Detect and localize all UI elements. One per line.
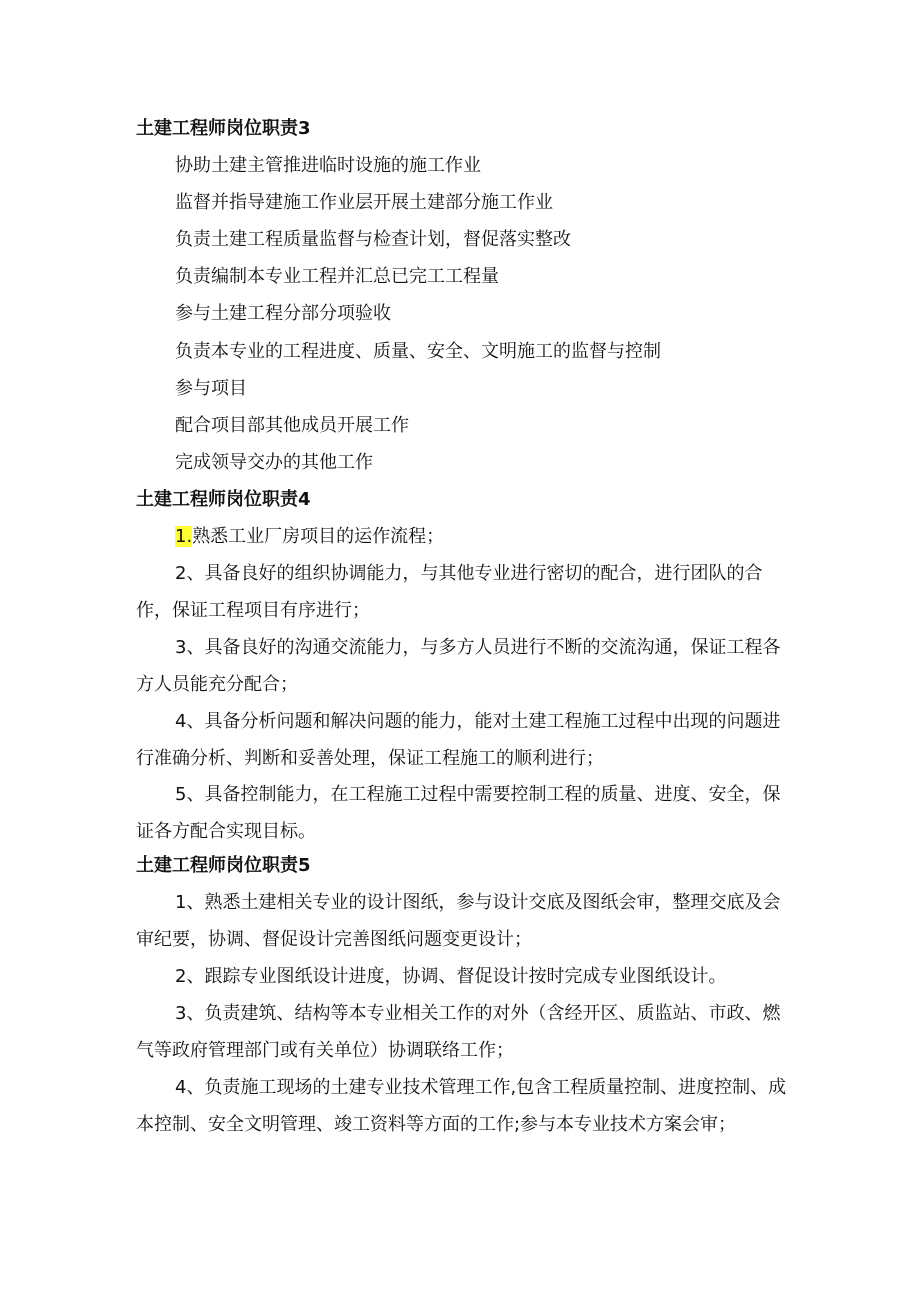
section-4-paragraph: 2、具备良好的组织协调能力，与其他专业进行密切的配合，进行团队的合作，保证工程项目有序进行； bbox=[136, 563, 763, 621]
section-5-paragraph: 3、负责建筑、结构等本专业相关工作的对外（含经开区、质监站、市政、燃气等政府管理部门或有关单位）协调联络工作； bbox=[136, 1003, 781, 1061]
section-4-item-1-text: 熟悉工业厂房项目的运作流程； bbox=[192, 526, 445, 547]
section-3-item: 配合项目部其他成员开展工作 bbox=[175, 415, 409, 436]
section-5-title: 土建工程师岗位职责5 bbox=[136, 855, 311, 876]
section-3-item: 负责本专业的工程进度、质量、安全、文明施工的监督与控制 bbox=[175, 341, 661, 362]
section-5-paragraph: 2、跟踪专业图纸设计进度，协调、督促设计按时完成专业图纸设计。 bbox=[175, 966, 727, 987]
section-3-item: 完成领导交办的其他工作 bbox=[175, 452, 373, 473]
section-4-item-1 bbox=[175, 525, 444, 549]
section-4-paragraph: 3、具备良好的沟通交流能力，与多方人员进行不断的交流沟通，保证工程各方人员能充分配合； bbox=[136, 637, 781, 695]
highlight-marker: 1. bbox=[175, 526, 193, 547]
section-4-title: 土建工程师岗位职责4 bbox=[136, 489, 311, 510]
section-3-item: 负责土建工程质量监督与检查计划，督促落实整改 bbox=[175, 229, 571, 250]
section-3-item: 参与项目 bbox=[175, 378, 247, 399]
section-3-item: 协助土建主管推进临时设施的施工作业 bbox=[175, 155, 481, 176]
section-3-item: 负责编制本专业工程并汇总已完工工程量 bbox=[175, 266, 499, 287]
section-3-title: 土建工程师岗位职责3 bbox=[136, 118, 311, 139]
section-5-paragraph: 1、熟悉土建相关专业的设计图纸，参与设计交底及图纸会审，整理交底及会审纪要，协调、督促设计完善图纸问题变更设计； bbox=[136, 892, 781, 950]
section-4-paragraph: 4、具备分析问题和解决问题的能力，能对土建工程施工过程中出现的问题进行准确分析、判断和妥善处理，保证工程施工的顺利进行； bbox=[136, 711, 781, 769]
section-4-paragraph: 5、具备控制能力，在工程施工过程中需要控制工程的质量、进度、安全，保证各方配合实现目标。 bbox=[136, 784, 781, 842]
section-3-item: 参与土建工程分部分项验收 bbox=[175, 303, 391, 324]
section-3-item: 监督并指导建施工作业层开展土建部分施工作业 bbox=[175, 192, 553, 213]
section-5-paragraph: 4、负责施工现场的土建专业技术管理工作,包含工程质量控制、进度控制、成本控制、安全文明管理、竣工资料等方面的工作;参与本专业技术方案会审； bbox=[136, 1077, 787, 1135]
